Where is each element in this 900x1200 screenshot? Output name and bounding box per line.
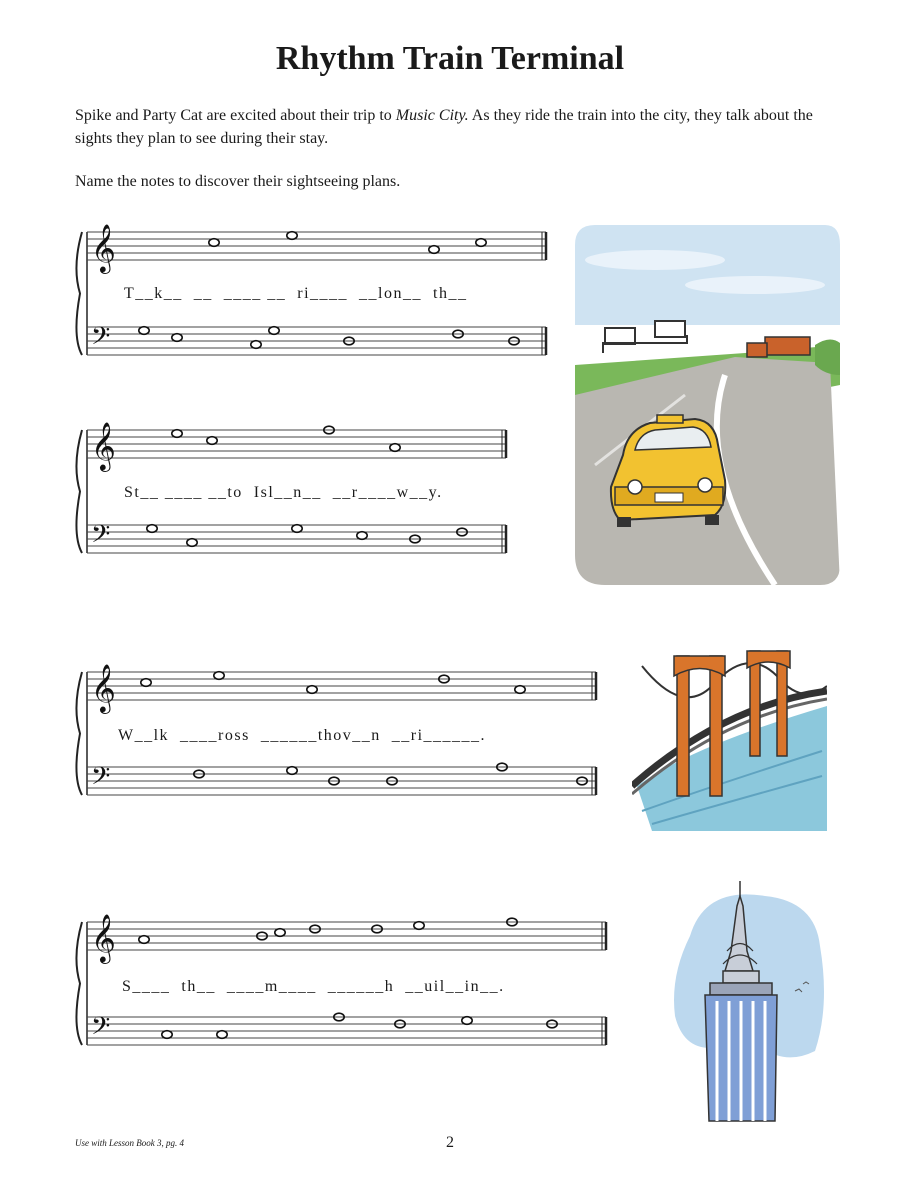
whole-note — [172, 430, 182, 438]
brace — [76, 430, 82, 553]
whole-note — [214, 672, 224, 680]
lyric-line-1: T__k__ __ ____ __ ri____ __lon__ th__ — [124, 285, 468, 302]
brace — [76, 232, 82, 355]
taxi-illustration — [575, 225, 840, 585]
whole-note — [307, 686, 317, 694]
whole-note — [269, 327, 279, 335]
footer-reference: Use with Lesson Book 3, pg. 4 — [75, 1138, 184, 1148]
whole-note — [139, 327, 149, 335]
whole-note — [141, 679, 151, 687]
intro-italic: Music City. — [395, 107, 469, 124]
bridge-icon — [632, 636, 827, 831]
whole-note — [162, 1031, 172, 1039]
whole-note — [147, 525, 157, 533]
brace — [76, 672, 82, 795]
bass-clef-icon: 𝄢 — [91, 1012, 111, 1047]
instruction-text: Name the notes to discover their sightseeing plans. — [75, 173, 401, 190]
whole-note — [476, 239, 486, 247]
treble-clef-icon: 𝄞 — [91, 223, 116, 272]
whole-note — [287, 767, 297, 775]
whole-note — [172, 334, 182, 342]
intro-text-1: Spike and Party Cat are excited about their trip to — [75, 107, 396, 124]
treble-clef-icon: 𝄞 — [91, 913, 116, 962]
intro-text-2: As they ride the train into the city, they talk about the sights they plan to see during their stay. — [75, 107, 813, 147]
whole-note — [209, 239, 219, 247]
page-title: Rhythm Train Terminal — [275, 40, 625, 77]
whole-note — [292, 525, 302, 533]
whole-note — [515, 686, 525, 694]
building-illustration — [665, 876, 830, 1126]
lyric-line-2: St__ ____ __to Isl__n__ __r____w__y. — [124, 484, 443, 501]
treble-clef-icon: 𝄞 — [91, 421, 116, 470]
bass-clef-icon: 𝄢 — [91, 322, 111, 357]
page-number: 2 — [446, 1134, 454, 1151]
skyscraper-icon — [665, 876, 830, 1126]
whole-note — [207, 437, 217, 445]
whole-note — [429, 246, 439, 254]
bridge-illustration — [632, 636, 827, 831]
brace — [76, 922, 82, 1045]
whole-note — [414, 922, 424, 930]
bass-clef-icon: 𝄢 — [91, 762, 111, 797]
intro-paragraph — [75, 104, 835, 150]
whole-note — [139, 936, 149, 944]
whole-note — [287, 232, 297, 240]
treble-clef-icon: 𝄞 — [91, 663, 116, 712]
whole-note — [217, 1031, 227, 1039]
taxi-icon — [575, 225, 840, 585]
whole-note — [462, 1017, 472, 1025]
bass-clef-icon: 𝄢 — [91, 520, 111, 555]
whole-note — [357, 532, 367, 540]
lyric-line-4: S____ th__ ____m____ ______h __uil__in__. — [122, 978, 505, 995]
whole-note — [390, 444, 400, 452]
whole-note — [187, 539, 197, 547]
whole-note — [251, 341, 261, 349]
whole-note — [275, 929, 285, 937]
lyric-line-3: W__lk ____ross ______thov__n __ri______. — [118, 727, 487, 744]
